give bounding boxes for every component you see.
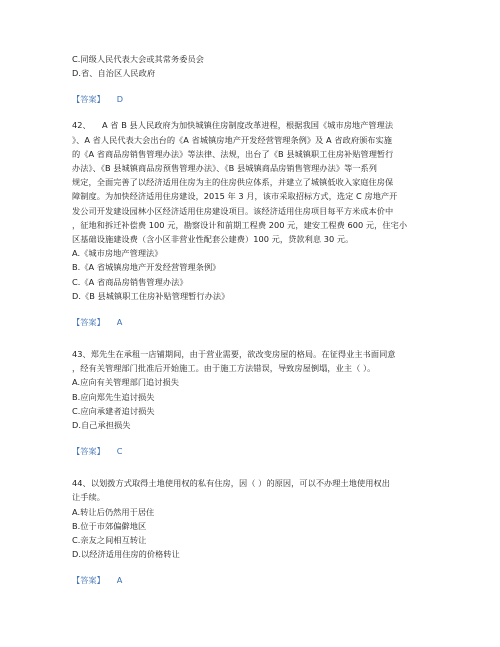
- option-d: D.以经济适用住房的价格转让: [72, 549, 180, 560]
- question-42-line-7: 发公司开发建设园林小区经济适用住房建设项目。该经济适用住房项目每平方米成本价中: [72, 205, 394, 216]
- question-44-line-2: 让手续。: [72, 492, 105, 503]
- question-42-line-1: 42、 A 省 B 县人民政府为加快城镇住房制度改革进程，根据我国《城市房地产管理法: [72, 118, 434, 132]
- answer-line: [72, 573, 434, 587]
- option-a: A.应向有关管理部门追讨损失: [72, 377, 180, 388]
- question-44-line-1: 44、以划拨方式取得土地使用权的私有住房，因（ ）的原因，可以不办理土地使用权出: [72, 478, 390, 489]
- question-43-line-2: ，经有关管理部门批准后开始施工。由于施工方法错误，导致房屋倒塌，业主（ ）。: [72, 363, 376, 374]
- question-42-line-4: 办法》、《B 县城镇商品房预售管理办法》、《B 县城镇商品房销售管理办法》等一系列: [72, 163, 378, 174]
- option-d: D.自己承担损失: [72, 420, 131, 431]
- answer-value: C: [116, 446, 123, 457]
- option-b: B.位于市郊偏僻地区: [72, 520, 147, 531]
- question-42-line-9: 区基础设施建设费（含小区非营业性配套公建费）100 元，贷款利息 30 元。: [72, 234, 354, 245]
- answer-label: 【答案】: [72, 446, 105, 457]
- question-42-line-5: 规定，全面完善了以经济适用住房为主的住房供应体系，并建立了城镇低收入家庭住房保: [72, 177, 394, 188]
- answer-line: [72, 315, 434, 329]
- question-number: 42、: [72, 120, 91, 131]
- option-c: C.同级人民代表大会或其常务委员会: [72, 54, 204, 64]
- answer-value: A: [116, 317, 123, 328]
- option-d: D.省、自治区人民政府: [72, 68, 156, 79]
- answer-label: 【答案】: [72, 575, 105, 586]
- question-43-line-1: 43、郑先生在承租一店铺期间，由于营业需要，欲改变房屋的格局。在征得业主书面同意: [72, 349, 396, 360]
- question-42-line-8: ，征地和拆迁补偿费 100 元，勘察设计和前期工程费 200 元，建安工程费 600 元，住宅小: [72, 219, 408, 230]
- option-d: D.《B 县城镇职工住房补贴管理暂行办法》: [72, 290, 230, 301]
- question-42-line-2: 》、A 省人民代表大会出台的《A 省城镇房地产开发经营管理条例》及 A 省政府颁布实施: [72, 134, 393, 145]
- option-a: A.《城市房地产管理法》: [72, 248, 163, 259]
- option-c: C.《A 省商品房销售管理办法》: [72, 276, 188, 287]
- option-b: B.应向郑先生追讨损失: [72, 391, 155, 402]
- option-c: C.亲友之间相互转让: [72, 535, 147, 546]
- option-b: B.《A 省城镇房地产开发经营管理条例》: [72, 262, 221, 273]
- answer-label: 【答案】: [72, 317, 105, 328]
- answer-line: [72, 444, 434, 458]
- option-c: C.应向承建者追讨损失: [72, 405, 155, 416]
- answer-label: 【答案】: [72, 94, 105, 105]
- question-42-line-3: 的《A 省商品房销售管理办法》等法律、法规，出台了《B 县城镇职工住房补贴管理暂行: [72, 148, 394, 159]
- question-42-line-6: 障制度。为加快经济适用住房建设，2015 年 3 月，该市采取招标方式，选定 C 房地产开: [72, 191, 398, 202]
- answer-value: D: [116, 94, 124, 105]
- document-page: [72, 52, 434, 587]
- answer-line: [72, 92, 434, 106]
- option-a: A.转让后仍然用于居住: [72, 506, 155, 517]
- answer-value: A: [116, 575, 123, 586]
